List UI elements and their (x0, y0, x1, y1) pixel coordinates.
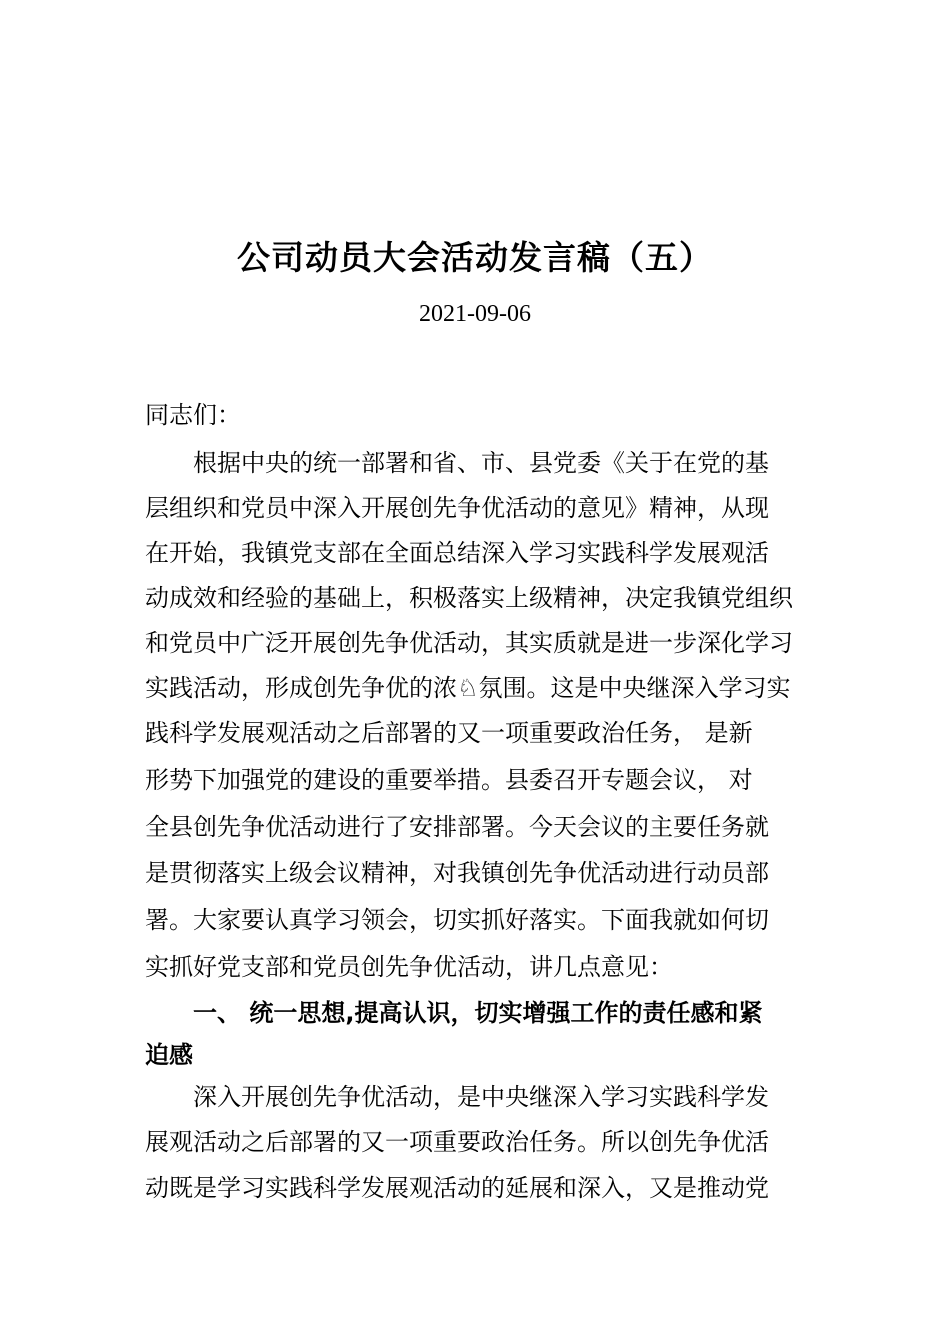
paragraph-line: 展观活动之后部署的又一项重要政治任务。所以创先争优活 (145, 1128, 769, 1156)
paragraph-line: 动成效和经验的基础上，积极落实上级精神，决定我镇党组织 (145, 584, 793, 612)
paragraph-line: 署。大家要认真学习领会，切实抓好落实。下面我就如何切 (145, 906, 769, 934)
paragraph-line: 践科学发展观活动之后部署的又一项重要政治任务， 是新 (145, 719, 753, 747)
salutation-line: 同志们： (145, 401, 241, 429)
paragraph-line: 深入开展创先争优活动，是中央继深入学习实践科学发 (145, 1083, 769, 1111)
document-date: 2021-09-06 (419, 301, 531, 327)
paragraph-line: 动既是学习实践科学发展观活动的延展和深入，又是推动党 (145, 1174, 769, 1202)
paragraph-line: 是贯彻落实上级会议精神，对我镇创先争优活动进行动员部 (145, 859, 769, 887)
paragraph-line: 实践活动，形成创先争优的浓♘氛围。这是中央继深入学习实 (145, 674, 791, 702)
paragraph-line: 根据中央的统一部署和省、市、县党委《关于在党的基 (145, 449, 769, 477)
paragraph-line: 全县创先争优活动进行了安排部署。今天会议的主要任务就 (145, 813, 769, 841)
paragraph-line: 和党员中广泛开展创先争优活动，其实质就是进一步深化学习 (145, 629, 793, 657)
document-title: 公司动员大会活动发言稿（五） (237, 238, 713, 277)
paragraph-line: 在开始，我镇党支部在全面总结深入学习实践科学发展观活 (145, 539, 769, 567)
section-heading-line: 一、 统一思想,提高认识，切实增强工作的责任感和紧 (145, 999, 763, 1027)
paragraph-line: 实抓好党支部和党员创先争优活动，讲几点意见： (145, 953, 673, 981)
section-heading-line: 迫感 (145, 1041, 193, 1069)
paragraph-line: 形势下加强党的建设的重要举措。县委召开专题会议， 对 (145, 766, 753, 794)
paragraph-line: 层组织和党员中深入开展创先争优活动的意见》精神，从现 (145, 494, 769, 522)
